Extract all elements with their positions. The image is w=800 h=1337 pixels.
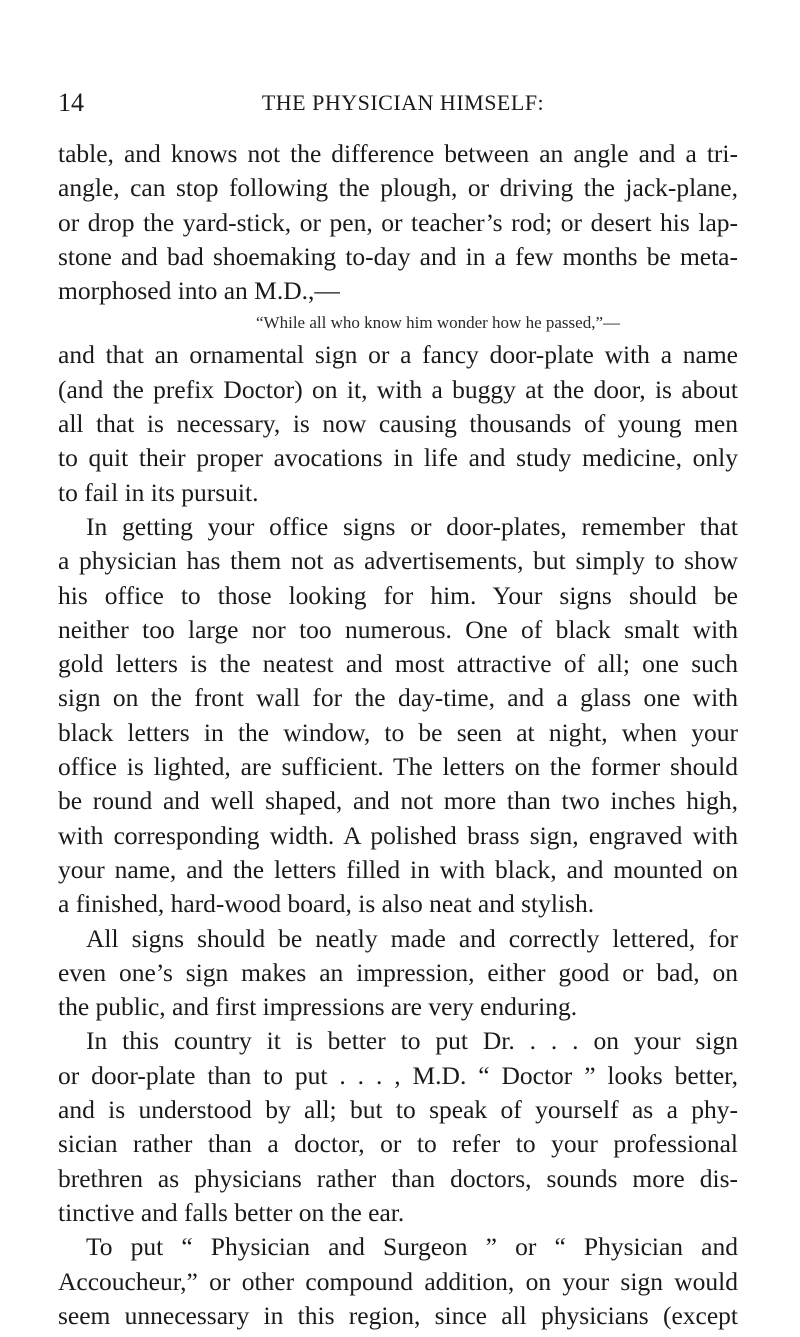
paragraph-start-line: In this country it is better to put Dr. . . . on your sign	[86, 1026, 738, 1056]
text-line: and is understood by all; but to speak of yourself as a phy-	[58, 1095, 738, 1125]
text-line: angle, can stop following the plough, or driving the jack-plane,	[58, 173, 738, 203]
body-text	[58, 137, 738, 1333]
paragraph-start-line: In getting your office signs or door-plates, remember that	[86, 511, 738, 541]
text-line: seem unnecessary in this region, since all physicians (except	[58, 1300, 738, 1330]
text-line: morphosed into an M.D.,—	[58, 276, 340, 306]
text-line: and that an ornamental sign or a fancy door-plate with a name	[58, 340, 738, 370]
text-line: neither too large nor too numerous. One of black smalt with	[58, 614, 738, 644]
text-line: be round and well shaped, and not more than two inches high,	[58, 786, 738, 816]
text-line: tinctive and falls better on the ear.	[58, 1197, 405, 1227]
text-line: a physician has them not as advertisements, but simply to show	[58, 546, 738, 576]
text-line: the public, and first impressions are very enduring.	[58, 992, 578, 1022]
text-line: even one’s sign makes an impression, either good or bad, on	[58, 957, 738, 987]
text-line: all that is necessary, is now causing thousands of young men	[58, 409, 738, 439]
text-line: black letters in the window, to be seen at night, when your	[58, 717, 738, 747]
text-line: table, and knows not the difference between an angle and a tri-	[58, 139, 738, 168]
paragraph-start-line: All signs should be neatly made and correctly lettered, for	[86, 923, 738, 953]
text-line: his office to those looking for him. Your signs should be	[58, 580, 738, 610]
text-line: sician rather than a doctor, or to refer to your professional	[58, 1129, 738, 1159]
text-line: (and the prefix Doctor) on it, with a buggy at the door, is about	[58, 374, 738, 404]
text-line: brethren as physicians rather than doctors, sounds more dis-	[58, 1163, 738, 1193]
text-line: your name, and the letters filled in with black, and mounted on	[58, 854, 738, 884]
text-line: or drop the yard-stick, or pen, or teacher’s rod; or desert his lap-	[58, 207, 738, 237]
text-line: to fail in its pursuit.	[58, 477, 259, 507]
text-line: or door-plate than to put . . . , M.D. “ Doctor ” looks better,	[58, 1060, 738, 1090]
text-line: gold letters is the neatest and most attractive of all; one such	[58, 649, 738, 679]
text-line: Accoucheur,” or other compound addition, on your sign would	[58, 1266, 738, 1296]
paragraph-start-line: To put “ Physician and Surgeon ” or “ Physician and	[86, 1232, 738, 1262]
text-line: with corresponding width. A polished brass sign, engraved with	[58, 820, 738, 850]
text-line: to quit their proper avocations in life and study medicine, only	[58, 443, 738, 473]
text-line: sign on the front wall for the day-time, and a glass one with	[58, 683, 738, 713]
text-line: stone and bad shoemaking to-day and in a few months be meta-	[58, 241, 738, 271]
text-line: office is lighted, are sufficient. The letters on the former should	[58, 752, 738, 782]
text-line: a finished, hard-wood board, is also neat and stylish.	[58, 889, 595, 919]
page-header	[58, 88, 748, 118]
page-number: 14	[58, 88, 84, 117]
running-head: THE PHYSICIAN HIMSELF:	[261, 90, 545, 115]
quoted-verse: “While all who know him wonder how he passed,”—	[256, 313, 620, 333]
